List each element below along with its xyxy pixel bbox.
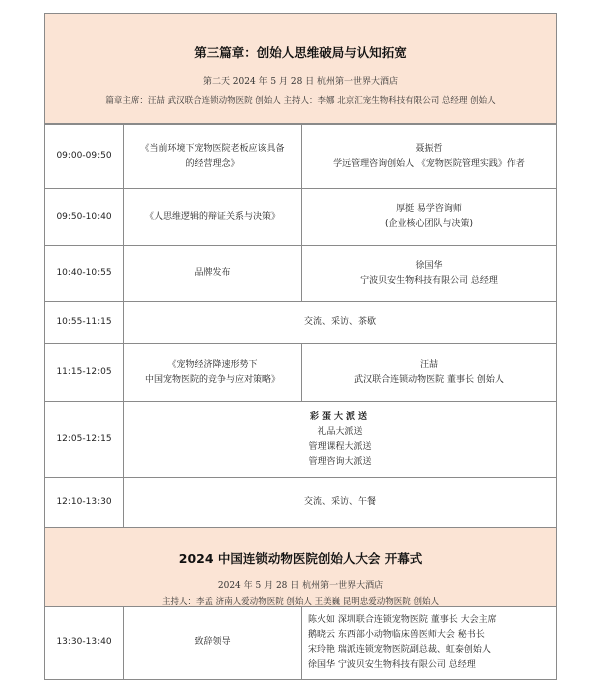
section-date-venue: 2024 年 5 月 28 日 杭州第一世界大酒店 (217, 581, 384, 591)
topic-line: 《当前环境下宠物医院老板应该具备 (140, 143, 285, 154)
topic-line: 的经营理念》 (185, 158, 240, 169)
lucky-draw-line: 礼品大派送 (317, 426, 363, 437)
session-topic (124, 344, 302, 402)
section-header (44, 13, 557, 124)
session-time: 11:15-12:05 (45, 344, 124, 402)
opening-table (44, 607, 557, 680)
speaker-line: 厚挺 易学咨询师 (396, 204, 462, 214)
session-speaker (302, 344, 557, 402)
leader-line: 鹅晓云 东西部小动物临床兽医师大会 秘书长 (308, 629, 485, 640)
table-row (45, 402, 557, 478)
session-time: 10:40-10:55 (45, 246, 124, 302)
lucky-draw-cell (124, 402, 557, 478)
speaker-line: 聂振哲 (415, 143, 443, 154)
speaker-line: 武汉联合连锁动物医院 董事长 创始人 (354, 374, 504, 385)
session-time: 09:00-09:50 (45, 125, 124, 189)
session-topic: 致辞领导 (124, 607, 302, 679)
session-time: 12:10-13:30 (45, 478, 124, 528)
table-row (45, 189, 557, 246)
session-break: 交流、采访、午餐 (124, 478, 557, 528)
section-date-venue: 第二天 2024 年 5 月 28 日 杭州第一世界大酒店 (202, 77, 399, 87)
session-time: 13:30-13:40 (45, 607, 124, 679)
session-topic (124, 246, 302, 302)
table-row (45, 125, 557, 189)
session-speaker (302, 125, 557, 189)
section-title: 2024 中国连锁动物医院创始人大会 开幕式 (178, 551, 423, 566)
table-row (45, 478, 557, 528)
table-row (45, 607, 557, 679)
session-speaker (302, 189, 557, 246)
lucky-draw-title: 彩蛋大派送 (309, 411, 370, 422)
session-time: 12:05-12:15 (45, 402, 124, 478)
speaker-line: 汪喆 (419, 359, 438, 370)
schedule-table (44, 124, 557, 528)
table-row (45, 344, 557, 402)
speaker-line: 学远管理咨询创始人 《宠物医院管理实践》作者 (333, 158, 525, 169)
table-row (45, 246, 557, 302)
table-row (45, 302, 557, 344)
speaker-line: 徐国华 (415, 260, 443, 271)
session-time: 09:50-10:40 (45, 189, 124, 246)
section-title: 第三篇章：创始人思维破局与认知拓宽 (194, 45, 407, 60)
leaders-list (302, 607, 557, 679)
topic-line: 品牌发布 (194, 268, 231, 278)
leader-line: 陈火如 深圳联合连锁宠物医院 董事长 大会主席 (308, 614, 497, 625)
session-time: 10:55-11:15 (45, 302, 124, 344)
section-hosts: 主持人：李孟 济南人爱动物医院 创始人 王美巍 昆明忠爱动物医院 创始人 (161, 597, 439, 607)
leader-line: 宋玲艳 瑞派连锁宠物医院副总裁、虹泰创始人 (308, 644, 491, 655)
topic-line: 中国宠物医院的竞争与应对策略》 (144, 374, 280, 385)
section-chairs: 篇章主席：汪喆 武汉联合连锁动物医院 创始人 主持人：李娜 北京汇宠生物科技有限公司 总经理 创始人 (105, 96, 496, 106)
session-break: 交流、采访、茶歇 (124, 302, 557, 344)
session-topic (124, 125, 302, 189)
topic-line: 《人思维逻辑的辩证关系与决策》 (144, 211, 280, 222)
speaker-line: (企业核心团队与决策) (384, 219, 474, 229)
leader-line: 徐国华 宁波贝安生物科技有限公司 总经理 (308, 659, 476, 670)
section-header (44, 528, 557, 607)
session-speaker (302, 246, 557, 302)
lucky-draw-line: 管理课程大派送 (308, 441, 372, 452)
speaker-line: 宁波贝安生物科技有限公司 总经理 (360, 275, 498, 286)
agenda-document (44, 13, 557, 680)
topic-line: 《宠物经济降速形势下 (167, 359, 258, 370)
lucky-draw-line: 管理咨询大派送 (308, 456, 372, 467)
session-topic (124, 189, 302, 246)
